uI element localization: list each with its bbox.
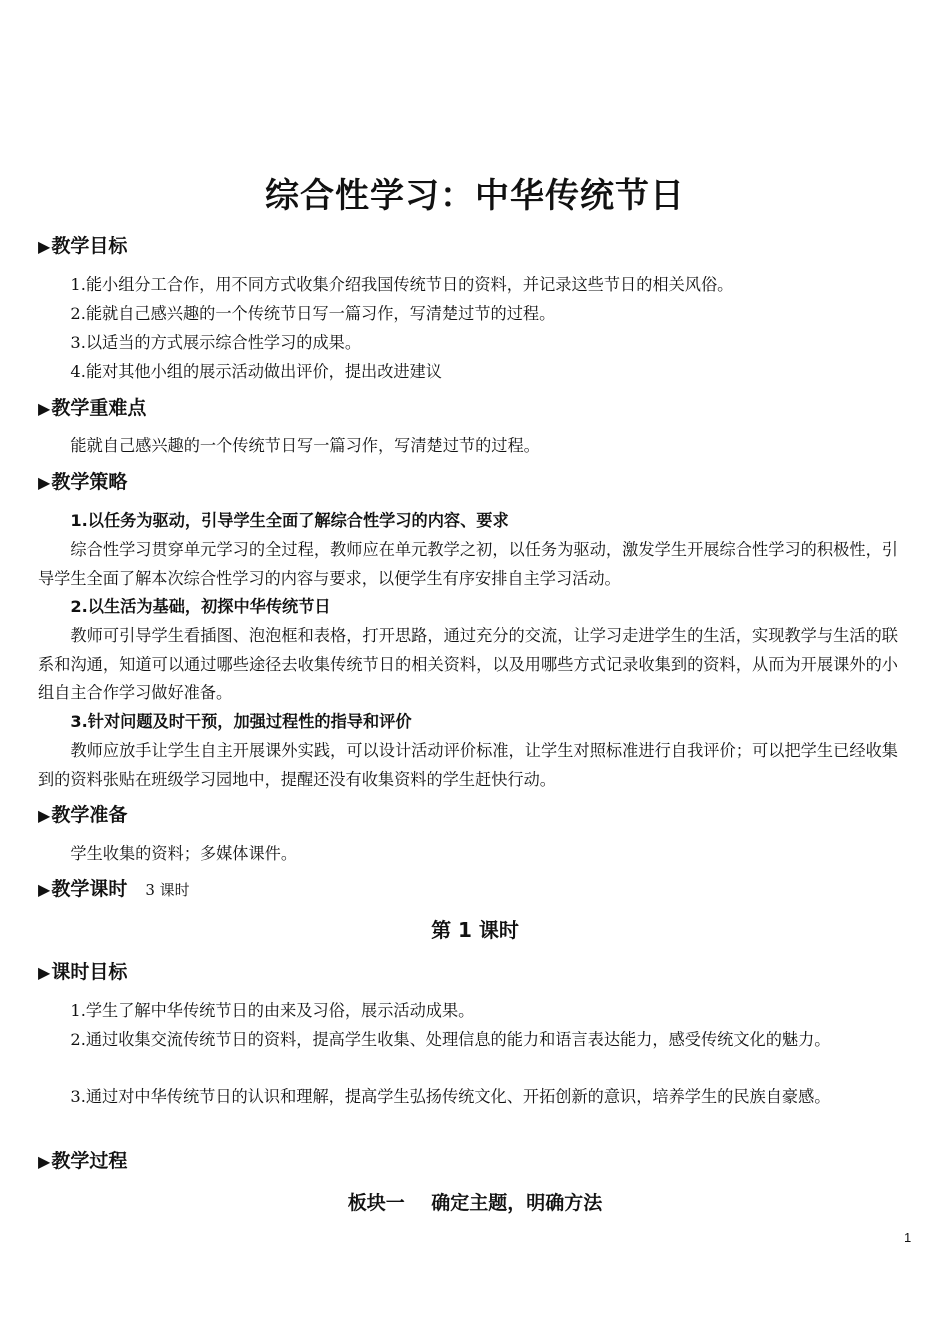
- section-heading-hours: ▶教学课时 3 课时: [38, 878, 190, 900]
- goal-item: 1.能小组分工合作，用不同方式收集介绍我国传统节日的资料，并记录这些节日的相关风俗。: [70, 275, 734, 294]
- triangle-bullet-icon: ▶: [38, 1152, 51, 1171]
- section-heading-goals: ▶教学目标: [38, 235, 128, 257]
- section-heading-preparation: ▶教学准备: [38, 804, 128, 826]
- lesson-goal-item: 2.通过收集交流传统节日的资料，提高学生收集、处理信息的能力和语言表达能力，感受传统文化的魅力。: [70, 1030, 831, 1049]
- section-heading-lesson-goals: ▶课时目标: [38, 961, 128, 983]
- section-heading-key-points: ▶教学重难点: [38, 397, 147, 419]
- key-points-text: 能就自己感兴趣的一个传统节日写一篇习作，写清楚过节的过程。: [70, 436, 540, 455]
- block-title: 板块一 确定主题，明确方法: [347, 1192, 603, 1214]
- lesson-title: 第 1 课时: [431, 918, 519, 942]
- strategy-title: 2.以生活为基础，初探中华传统节日: [70, 597, 331, 616]
- goal-item: 2.能就自己感兴趣的一个传统节日写一篇习作，写清楚过节的过程。: [70, 304, 556, 323]
- triangle-bullet-icon: ▶: [38, 237, 51, 256]
- goal-item: 3.以适当的方式展示综合性学习的成果。: [70, 333, 362, 352]
- triangle-bullet-icon: ▶: [38, 963, 51, 982]
- lesson-goal-item: 1.学生了解中华传统节日的由来及习俗，展示活动成果。: [70, 1001, 475, 1020]
- section-heading-strategy: ▶教学策略: [38, 471, 128, 493]
- strategy-text: 综合性学习贯穿单元学习的全过程，教师应在单元教学之初，以任务为驱动，激发学生开展综合性学习的积极性，引导学生全面了解本次综合性学习的内容与要求，以便学生有序安排自主学习活动。: [38, 540, 898, 588]
- triangle-bullet-icon: ▶: [38, 806, 51, 825]
- strategy-title: 3.针对问题及时干预，加强过程性的指导和评价: [70, 712, 412, 731]
- strategy-text: 教师可引导学生看插图、泡泡框和表格，打开思路，通过充分的交流，让学习走进学生的生活，实现教学与生活的联系和沟通，知道可以通过哪些途径去收集传统节日的相关资料，以及用哪些方式记录收集到的资料，从而为开展课外的小组自主合作学习做好准备。: [38, 626, 898, 703]
- goal-item: 4.能对其他小组的展示活动做出评价，提出改进建议: [70, 362, 442, 381]
- page-title: 综合性学习：中华传统节日: [265, 176, 685, 216]
- strategy-title: 1.以任务为驱动，引导学生全面了解综合性学习的内容、要求: [70, 511, 509, 530]
- lesson-goal-item: 3.通过对中华传统节日的认识和理解，提高学生弘扬传统文化、开拓创新的意识，培养学生的民族自豪感。: [70, 1087, 831, 1106]
- section-heading-process: ▶教学过程: [38, 1150, 128, 1172]
- triangle-bullet-icon: ▶: [38, 473, 51, 492]
- strategy-text: 教师应放手让学生自主开展课外实践，可以设计活动评价标准，让学生对照标准进行自我评价；可以把学生已经收集到的资料张贴在班级学习园地中，提醒还没有收集资料的学生赶快行动。: [38, 741, 898, 789]
- hours-value: 3 课时: [145, 881, 190, 899]
- preparation-text: 学生收集的资料；多媒体课件。: [70, 844, 298, 863]
- page-number: 1: [904, 1230, 912, 1245]
- triangle-bullet-icon: ▶: [38, 880, 51, 899]
- triangle-bullet-icon: ▶: [38, 399, 51, 418]
